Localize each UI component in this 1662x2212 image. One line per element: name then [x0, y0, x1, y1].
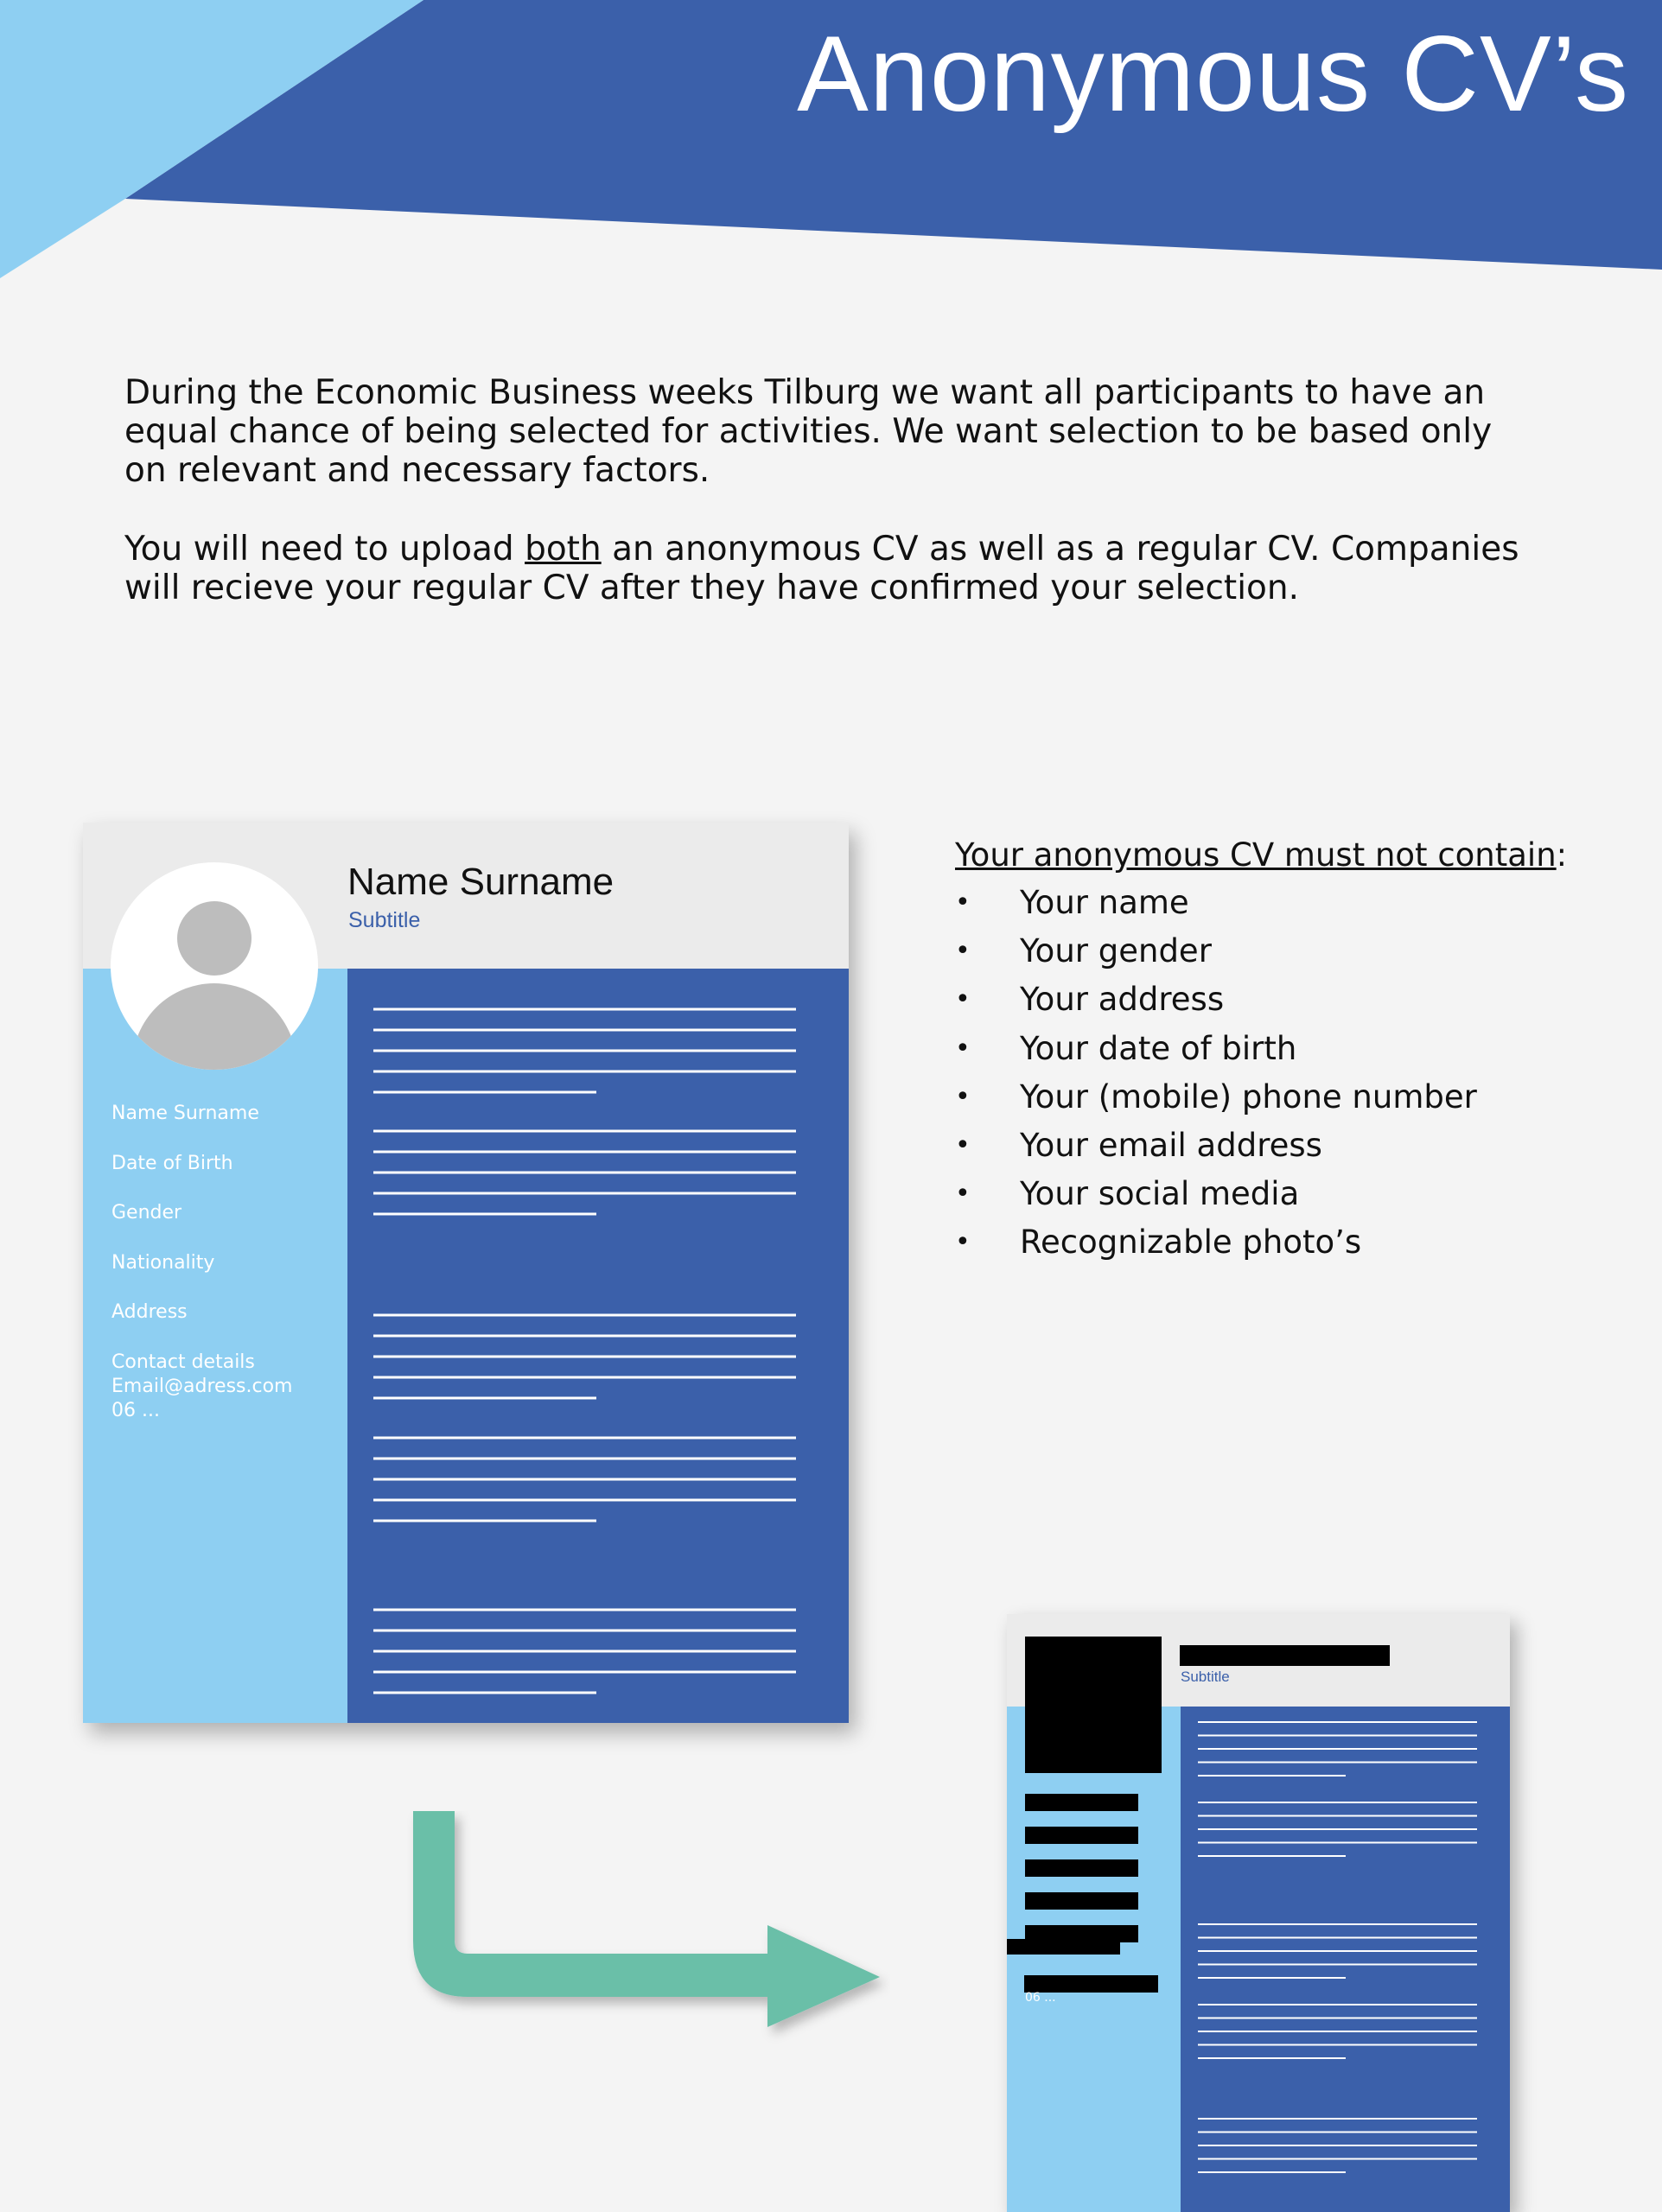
- redacted-photo: [1025, 1637, 1162, 1773]
- intro-text: [124, 373, 1542, 647]
- sample-cv-main-column: [347, 969, 849, 1723]
- cv-field-nationality: Nationality: [111, 1252, 215, 1274]
- list-item: • Your social media: [955, 1175, 1300, 1213]
- cv-field-phone: 06 ...: [111, 1400, 160, 1421]
- intro-paragraph-2: You will need to upload both an anonymous CV as well as a regular CV. Companies will recieve your regular CV after they have confirmed your selection.: [124, 530, 1519, 607]
- list-item: • Your address: [955, 981, 1225, 1019]
- anonymized-cv-main-column: [1181, 1707, 1510, 2212]
- anonymized-cv-phone-fragment: 06 ...: [1025, 1991, 1056, 2005]
- redacted-field: [1025, 1794, 1138, 1811]
- redacted-name: [1180, 1645, 1390, 1666]
- list-item: • Your (mobile) phone number: [955, 1077, 1477, 1116]
- list-item: • Your email address: [955, 1126, 1322, 1164]
- sample-cv-text-placeholder-lines: [347, 969, 849, 1723]
- list-item: • Recognizable photo’s: [955, 1224, 1362, 1262]
- requirements-items: [955, 879, 1577, 1268]
- cv-field-contact-details: Contact details: [111, 1351, 255, 1373]
- anonymized-cv-subtitle: Subtitle: [1181, 1669, 1230, 1685]
- bent-arrow-right-icon: [406, 1811, 890, 2044]
- cv-field-gender: Gender: [111, 1202, 182, 1224]
- cv-name-heading: Name Surname: [347, 861, 614, 903]
- cv-subtitle: Subtitle: [348, 908, 421, 932]
- page-title: Anonymous CV’s: [797, 15, 1629, 134]
- redacted-field: [1025, 1827, 1138, 1844]
- requirements-list: [955, 831, 1577, 1268]
- list-item: • Your date of birth: [955, 1029, 1297, 1067]
- cv-field-address: Address: [111, 1301, 188, 1323]
- redacted-email: [1024, 1975, 1158, 1993]
- emphasis-both: both: [525, 530, 602, 569]
- person-silhouette-icon: [111, 862, 318, 1070]
- cv-field-name: Name Surname: [111, 1103, 259, 1124]
- list-item: • Your name: [955, 884, 1189, 921]
- profile-photo-placeholder: [111, 862, 318, 1070]
- intro-paragraph-1: During the Economic Business weeks Tilburg we want all participants to have an equal chance of being selected for activities. We want selection to be based only on relevant and necessary factors.: [124, 373, 1493, 490]
- anonymized-cv-text-placeholder-lines: [1181, 1707, 1510, 2212]
- cv-field-email: Email@adress.com: [111, 1376, 293, 1397]
- list-item: • Your gender: [955, 932, 1212, 970]
- cv-field-date-of-birth: Date of Birth: [111, 1153, 233, 1174]
- anonymized-cv: [1007, 1614, 1510, 2212]
- requirements-heading: Your anonymous CV must not contain:: [955, 836, 1568, 874]
- redacted-contact: [1007, 1939, 1120, 1955]
- redacted-field: [1025, 1859, 1138, 1877]
- redacted-field: [1025, 1892, 1138, 1910]
- sample-cv: [83, 823, 849, 1723]
